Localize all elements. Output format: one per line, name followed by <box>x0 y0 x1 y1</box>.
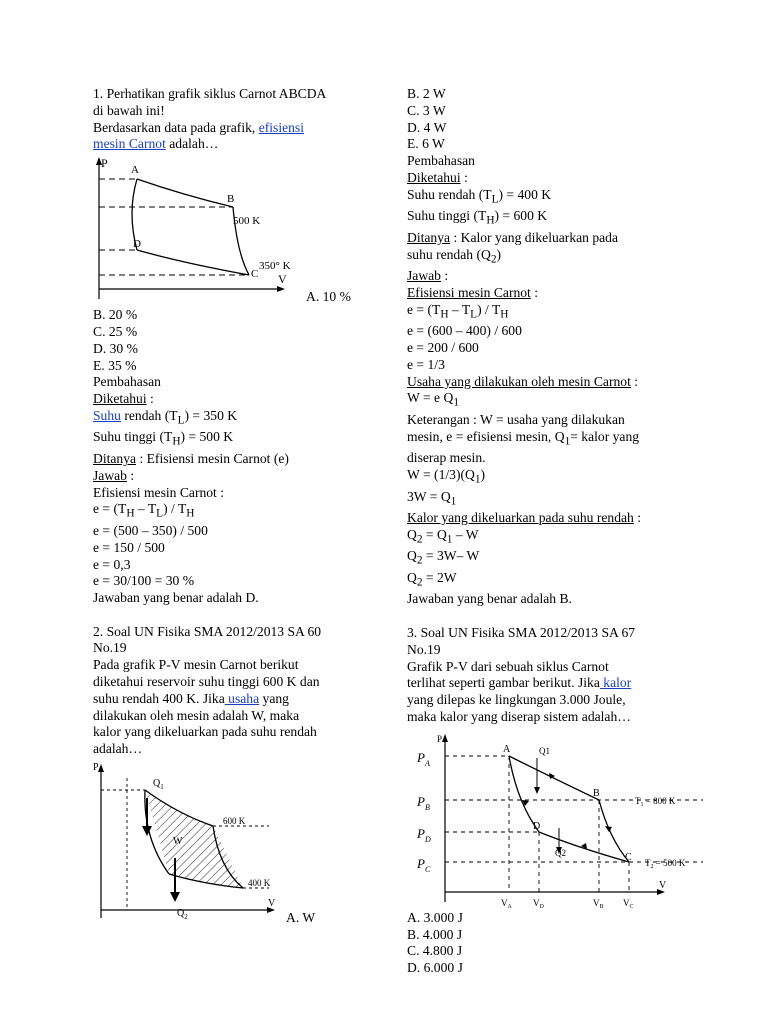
q2-carnot-graph <box>93 758 388 928</box>
q2-keterangan-line1: Keterangan : W = usaha yang dilakukan <box>407 411 625 427</box>
q2-answer: Jawaban yang benar adalah B. <box>407 591 572 607</box>
q1-jawab: Jawab : <box>93 467 135 483</box>
q1-formula: $e = (T_H - T_L) / T_H$ <box>93 501 195 521</box>
q1-point-b: B <box>227 193 235 206</box>
q2-graph-svg <box>93 758 283 928</box>
q3-vd-label: $V_D$ <box>533 897 544 910</box>
q1-answer: Jawaban yang benar adalah D. <box>93 590 259 606</box>
q1-ditanya: Ditanya : Efisiensi mesin Carnot (e) <box>93 451 289 466</box>
q1-solution-step3: e = 0,3 <box>93 556 131 572</box>
q2-jawab: Jawab : <box>407 268 449 284</box>
q2-option-e: E. 6 W <box>407 136 445 152</box>
q2-q2-label: $Q_2$ <box>177 908 188 922</box>
q1-point-d: D <box>133 238 141 251</box>
q2-efisiensi-heading: Efisiensi mesin Carnot : <box>407 284 539 300</box>
suhu-link[interactable]: Suhu <box>93 407 121 423</box>
q3-pb-label: $P_B$ <box>417 793 430 812</box>
q2-suhu-rendah: Suhu rendah $(T_L) = 400$ K <box>407 186 552 206</box>
q3-point-c: C <box>625 851 632 863</box>
q1-v-label: V <box>278 272 287 287</box>
usaha-link[interactable]: usaha <box>224 690 260 706</box>
q2-q2-step2: $Q_2 = 3W-$ W <box>407 548 480 568</box>
q2-body-line6: adalah… <box>93 741 143 757</box>
q1-solution-step1: e = (500 – 350) / 500 <box>93 522 208 538</box>
q1-option-c: C. 25 % <box>93 323 138 339</box>
q1-intro-line2 <box>93 136 388 153</box>
q1-suhu-tinggi: Suhu tinggi $(T_H) = 500$ K <box>93 429 234 449</box>
q2-body-line5: kalor yang dikeluarkan pada suhu rendah <box>93 724 317 740</box>
q2-keterangan-line2: mesin, e = efisiensi mesin, $Q_1=$ kalor yang <box>407 428 640 448</box>
q2-q1-label: $Q_1$ <box>153 778 164 792</box>
q3-p-label: P <box>437 733 443 744</box>
q3-vc-label: $V_C$ <box>623 897 634 910</box>
q3-option-b: B. 4.000 J <box>407 926 463 942</box>
q3-option-c: C. 4.800 J <box>407 943 463 959</box>
q2-formula: $e = (T_H - T_L) / T_H$ <box>407 301 509 321</box>
q2-diketahui-label: Diketahui <box>407 169 461 185</box>
q3-point-a: A <box>503 743 511 755</box>
q2-option-d: D. 4 W <box>407 119 447 135</box>
q3-option-a: A. 3.000 J <box>407 909 463 925</box>
q2-w-step2: $3W = Q_1$ <box>407 488 457 508</box>
q2-usaha-heading: Usaha yang dilakukan oleh mesin Carnot : <box>407 373 639 389</box>
q1-intro-text: Berdasarkan data pada grafik, <box>93 119 259 135</box>
q1-title-line2: di bawah ini! <box>93 102 165 118</box>
q3-t2-label: $T_2 = 500$ K <box>645 857 686 870</box>
q2-w-equation: W = e $Q_1$ <box>407 390 459 410</box>
q3-title-line1: 3. Soal UN Fisika SMA 2012/2013 SA 67 <box>407 625 636 641</box>
q2-q2-step3: $Q_2 = 2W$ <box>407 569 457 589</box>
q2-eff-step2: e = 200 / 600 <box>407 340 479 356</box>
q2-title-line1: 2. Soal UN Fisika SMA 2012/2013 SA 60 <box>93 623 322 639</box>
q2-option-a: A. W <box>286 910 316 926</box>
q2-ditanya: Ditanya : Kalor yang dikeluarkan pada <box>407 229 619 245</box>
kalor-link[interactable]: kalor <box>599 675 632 691</box>
q3-q2-label: Q2 <box>555 847 566 858</box>
q1-jawab-label: Jawab <box>93 467 127 483</box>
q1-suhu-rendah: Suhu rendah $(T_L) = 350$ K <box>93 407 238 427</box>
q2-temp-low: 400 K <box>248 878 271 889</box>
efisiensi-link[interactable]: efisiensi <box>258 119 304 135</box>
q2-ditanya-line2: suhu rendah $(Q_2)$ <box>407 246 502 266</box>
q2-body-line4: dilakukan oleh mesin adalah W, maka <box>93 707 300 723</box>
q1-intro-line1 <box>93 120 388 137</box>
q2-q2-step1: $Q_2 = Q_1 - W$ <box>407 526 479 546</box>
q1-option-d: D. 30 % <box>93 340 138 356</box>
q1-carnot-graph <box>93 153 388 307</box>
q3-pa-label: $P_A$ <box>417 749 430 768</box>
q1-solution-step4: e = 30/100 = 30 % <box>93 573 195 589</box>
q2-option-c: C. 3 W <box>407 102 446 118</box>
q3-body-line3: yang dilepas ke lingkungan 3.000 Joule, <box>407 692 626 708</box>
q3-body-line1: Grafik P-V dari sebuah siklus Carnot <box>407 658 609 674</box>
q2-ditanya-label: Ditanya <box>407 229 451 245</box>
q1-solution-step2: e = 150 / 500 <box>93 539 165 555</box>
q2-body-line3: suhu rendah 400 K. Jika usaha yang <box>93 690 289 706</box>
q2-body-line2: diketahui reservoir suhu tinggi 600 K dan <box>93 674 320 690</box>
q2-p-label: P <box>93 762 99 774</box>
q2-pembahasan: Pembahasan <box>407 153 475 169</box>
q2-eff-step1: e = (600 – 400) / 600 <box>407 323 522 339</box>
q2-suhu-tinggi: Suhu tinggi $(T_H) = 600$ K <box>407 208 548 228</box>
q2-v-label: V <box>268 898 276 910</box>
q1-temp-high: 500 K <box>233 215 261 228</box>
q2-w-label: W <box>173 836 183 848</box>
right-column <box>407 86 707 977</box>
q3-va-label: $V_A$ <box>501 897 512 910</box>
q2-option-b: B. 2 W <box>407 86 446 101</box>
q1-point-a: A <box>131 164 139 177</box>
q1-ditanya-label: Ditanya <box>93 451 137 466</box>
q3-pd-label: $P_D$ <box>417 825 431 844</box>
q3-v-label: V <box>659 879 667 891</box>
q1-point-c: C <box>251 268 259 281</box>
q1-solution-heading: Efisiensi mesin Carnot : <box>93 484 225 500</box>
q3-body-line2: terlihat seperti gambar berikut. Jika kalor <box>407 675 632 691</box>
q3-carnot-graph <box>409 732 719 910</box>
q1-option-e: E. 35 % <box>93 357 137 373</box>
q2-w-step1: $W = (1/3)(Q_1)$ <box>407 467 486 486</box>
q1-temp-low: 350° K <box>259 260 291 273</box>
q1-graph-svg <box>93 153 293 307</box>
q2-keterangan-line3: diserap mesin. <box>407 450 486 466</box>
q3-pc-label: $P_C$ <box>417 855 431 874</box>
q3-point-d: D <box>533 820 541 832</box>
q3-title-line2: No.19 <box>407 641 441 657</box>
q1-pembahasan: Pembahasan <box>93 374 161 390</box>
q1-diketahui-label: Diketahui <box>93 391 147 407</box>
q3-option-d: D. 6.000 J <box>407 960 463 976</box>
q2-kalor-heading: Kalor yang dikeluarkan pada suhu rendah : <box>407 510 642 526</box>
q3-point-b: B <box>593 787 600 799</box>
q3-t1-label: $T_1 = 800$ K <box>635 795 676 808</box>
mesin-carnot-link[interactable]: mesin Carnot <box>93 136 166 152</box>
q3-vb-label: $V_B$ <box>593 897 604 910</box>
q2-body-line1: Pada grafik P-V mesin Carnot berikut <box>93 657 299 673</box>
q1-diketahui: Diketahui : <box>93 391 154 407</box>
q1-option-a: A. 10 % <box>306 289 351 305</box>
q3-q1-label: Q1 <box>539 745 550 756</box>
q2-diketahui: Diketahui : <box>407 169 468 185</box>
q1-title-line1: 1. Perhatikan grafik siklus Carnot ABCDA <box>93 86 327 101</box>
q2-eff-step3: e = 1/3 <box>407 356 445 372</box>
q1-intro-end: adalah… <box>165 136 219 152</box>
q2-temp-high: 600 K <box>223 816 246 827</box>
q2-jawab-label: Jawab <box>407 268 441 284</box>
q2-title-line2: No.19 <box>93 640 127 656</box>
q3-body-line4: maka kalor yang diserap sistem adalah… <box>407 709 631 724</box>
q1-p-label: P <box>101 156 108 171</box>
q1-option-b: B. 20 % <box>93 307 138 323</box>
left-column <box>93 86 388 928</box>
